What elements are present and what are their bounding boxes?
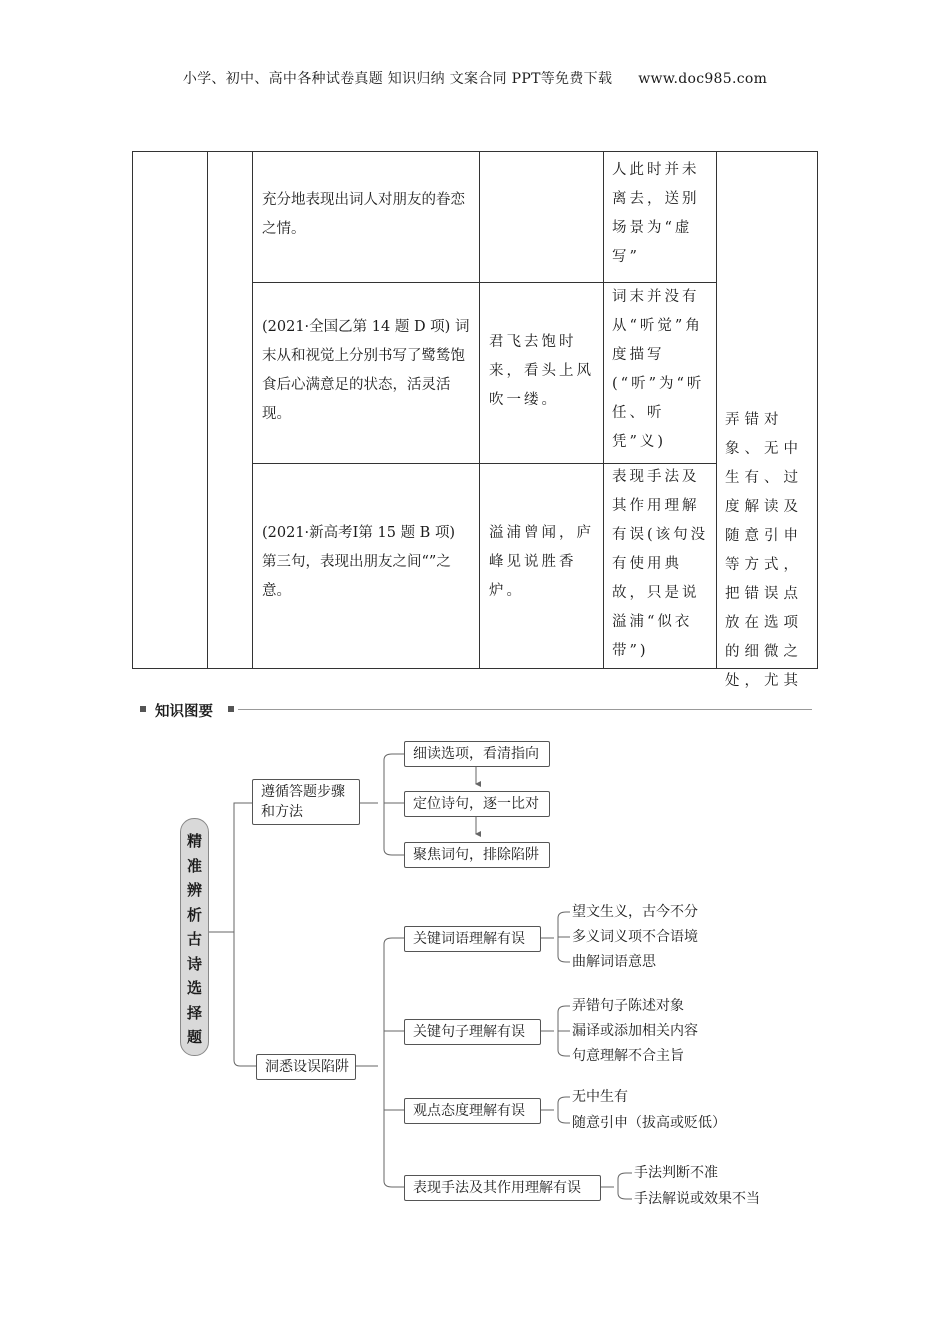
mindmap-leaf: 多义词义项不合语境 xyxy=(572,929,698,945)
header-site: www.doc985.com xyxy=(638,71,768,87)
table-cell-method: 弄错对象、无中生有、过度解读及随意引申等方式，把错误点放在选项的细微之处，尤其 xyxy=(725,412,803,689)
group-label: 关键词语理解有误 xyxy=(413,931,525,947)
step-label: 细读选项，看清指向 xyxy=(413,746,539,762)
mindmap-root xyxy=(180,818,209,1056)
branch-label: 遵循答题步骤和方法 xyxy=(261,784,345,820)
mindmap-branch-traps xyxy=(256,1054,356,1080)
mindmap-leaf: 句意理解不合主旨 xyxy=(572,1048,684,1064)
mindmap-leaf: 曲解词语意思 xyxy=(572,954,656,970)
mindmap-group xyxy=(404,1098,541,1124)
group-label: 观点态度理解有误 xyxy=(413,1103,525,1119)
table-cell-example: (2021·新高考Ⅰ第 15 题 B 项) 第三句，表现出朋友之间“”之意。 xyxy=(262,525,456,599)
mindmap-leaf: 无中生有 xyxy=(572,1089,628,1105)
table-cell-example: (2021·全国乙第 14 题 D 项) 词末从和视觉上分别书写了鹭鸶饱食后心满意足的状态，活灵活现。 xyxy=(262,319,470,422)
mindmap-root-label: 精准辨析古诗选择题 xyxy=(186,832,202,1046)
mindmap-leaf: 随意引申（拔高或贬低） xyxy=(572,1115,726,1131)
table-cell-analysis: 词末并没有从“听觉”角度描写(“听”为“听任、听凭”义) xyxy=(612,289,705,450)
table-cell-quote: 溢浦曾闻，庐峰见说胜香炉。 xyxy=(489,525,594,599)
mindmap-group xyxy=(404,1019,541,1045)
group-label: 关键句子理解有误 xyxy=(413,1024,525,1040)
header-text: 小学、初中、高中各种试卷真题 知识归纳 文案合同 PPT等免费下载 xyxy=(182,71,613,87)
table-cell-analysis: 表现手法及其作用理解有误(该句没有使用典故，只是说溢浦“似衣带”) xyxy=(612,469,709,659)
branch-label: 洞悉设误陷阱 xyxy=(265,1059,349,1075)
mindmap-branch-method xyxy=(252,779,360,825)
mindmap-leaf: 弄错句子陈述对象 xyxy=(572,998,684,1014)
mindmap-step xyxy=(404,791,550,817)
mindmap-step xyxy=(404,842,550,868)
mindmap-leaf: 望文生义，古今不分 xyxy=(572,904,698,920)
mindmap-leaf: 漏译或添加相关内容 xyxy=(572,1023,698,1039)
mindmap-group xyxy=(404,926,541,952)
step-label: 聚焦词句，排除陷阱 xyxy=(413,847,539,863)
mindmap-group xyxy=(404,1175,601,1201)
table-cell-quote: 君飞去饱时来，看头上风吹一缕。 xyxy=(489,334,594,408)
section-title-label: 知识图要 xyxy=(155,704,213,720)
mindmap-leaf: 手法判断不准 xyxy=(634,1165,718,1181)
mindmap-step xyxy=(404,741,550,767)
step-label: 定位诗句，逐一比对 xyxy=(413,796,539,812)
table-cell-analysis: 人此时并未离去，送别场景为“虚写” xyxy=(612,162,700,265)
group-label: 表现手法及其作用理解有误 xyxy=(413,1180,581,1196)
mindmap-leaf: 手法解说或效果不当 xyxy=(634,1191,760,1207)
table-cell-example: 充分地表现出词人对朋友的眷恋之情。 xyxy=(262,192,465,237)
